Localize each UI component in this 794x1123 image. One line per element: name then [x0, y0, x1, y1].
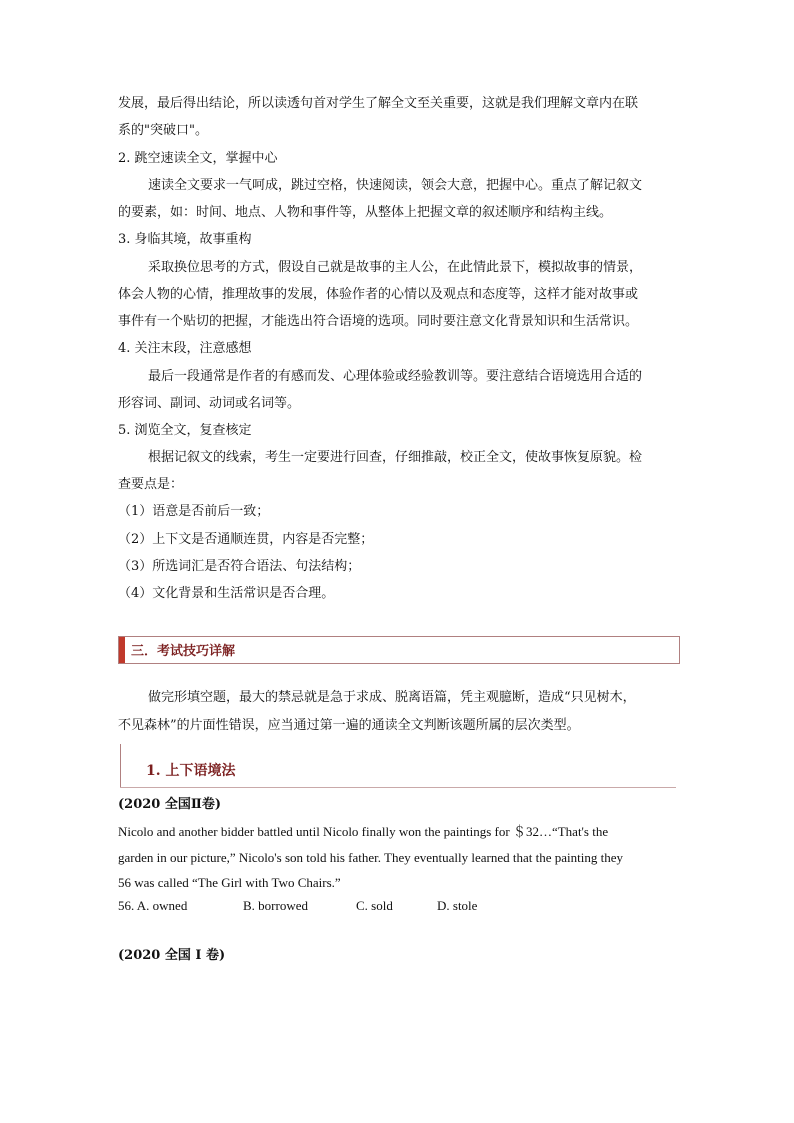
step-heading: 2. 跳空速读全文，掌握中心 — [118, 151, 278, 166]
example-text-line: garden in our picture,” Nicolo's son told his father. They eventually learned that the painting they — [118, 850, 623, 865]
paragraph-line: 查要点是： — [118, 477, 184, 492]
paragraph-line: 采取换位思考的方式，假设自己就是故事的主人公，在此情此景下，模拟故事的情景， — [148, 260, 643, 275]
section-accent-bar — [119, 637, 125, 663]
step-heading: 5. 浏览全文，复查核定 — [118, 423, 252, 438]
subsection-title: 1. 上下语境法 — [146, 763, 236, 779]
section-heading-box — [118, 636, 680, 664]
option-a: 56. A. owned — [118, 898, 188, 913]
option-d: D. stole — [437, 898, 478, 913]
section-title: 三．考试技巧详解 — [131, 644, 236, 659]
checkpoint-item: （4）文化背景和生活常识是否合理。 — [118, 586, 335, 601]
step-heading: 3. 身临其境，故事重构 — [118, 232, 252, 247]
paragraph-line: 速读全文要求一气呵成，跳过空格，快速阅读，领会大意，把握中心。重点了解记叙文 — [148, 178, 643, 193]
example-source: (2020 全国 I 卷) — [118, 948, 226, 963]
example-text-line: 56 was called “The Girl with Two Chairs.” — [118, 875, 341, 890]
paragraph-line: 体会人物的心情，推理故事的发展，体验作者的心情以及观点和态度等，这样才能对故事或 — [118, 287, 639, 302]
paragraph-line: 事件有一个贴切的把握，才能选出符合语境的选项。同时要注意文化背景知识和生活常识。 — [118, 314, 639, 329]
checkpoint-item: （3）所选词汇是否符合语法、句法结构； — [118, 559, 361, 574]
paragraph-line: 系的"突破口"。 — [118, 123, 208, 138]
option-c: C. sold — [356, 898, 393, 913]
paragraph-line: 不见森林”的片面性错误，应当通过第一遍的通读全文判断该题所属的层次类型。 — [118, 718, 580, 733]
subsection-left-rule — [120, 744, 121, 788]
example-source: (2020 全国Ⅱ卷) — [118, 797, 221, 812]
paragraph-line: 最后一段通常是作者的有感而发、心理体验或经验教训等。要注意结合语境选用合适的 — [148, 369, 643, 384]
example-text-line: Nicolo and another bidder battled until Nicolo finally won the paintings for ＄32…“That's the — [118, 824, 609, 839]
checkpoint-item: （2）上下文是否通顺连贯，内容是否完整； — [118, 532, 374, 547]
paragraph-line: 的要素，如：时间、地点、人物和事件等，从整体上把握文章的叙述顺序和结构主线。 — [118, 205, 613, 220]
paragraph-line: 做完形填空题，最大的禁忌就是急于求成、脱离语篇，凭主观臆断，造成“只见树木， — [148, 690, 636, 705]
paragraph-line: 根据记叙文的线索，考生一定要进行回查，仔细推敲，校正全文，使故事恢复原貌。检 — [148, 450, 643, 465]
step-heading: 4. 关注末段，注意感想 — [118, 341, 252, 356]
paragraph-line: 发展，最后得出结论，所以读透句首对学生了解全文至关重要，这就是我们理解文章内在联 — [118, 96, 639, 111]
paragraph-line: 形容词、副词、动词或名词等。 — [118, 396, 301, 411]
option-b: B. borrowed — [243, 898, 308, 913]
subsection-bottom-rule — [120, 787, 676, 788]
checkpoint-item: （1）语意是否前后一致； — [118, 504, 270, 519]
